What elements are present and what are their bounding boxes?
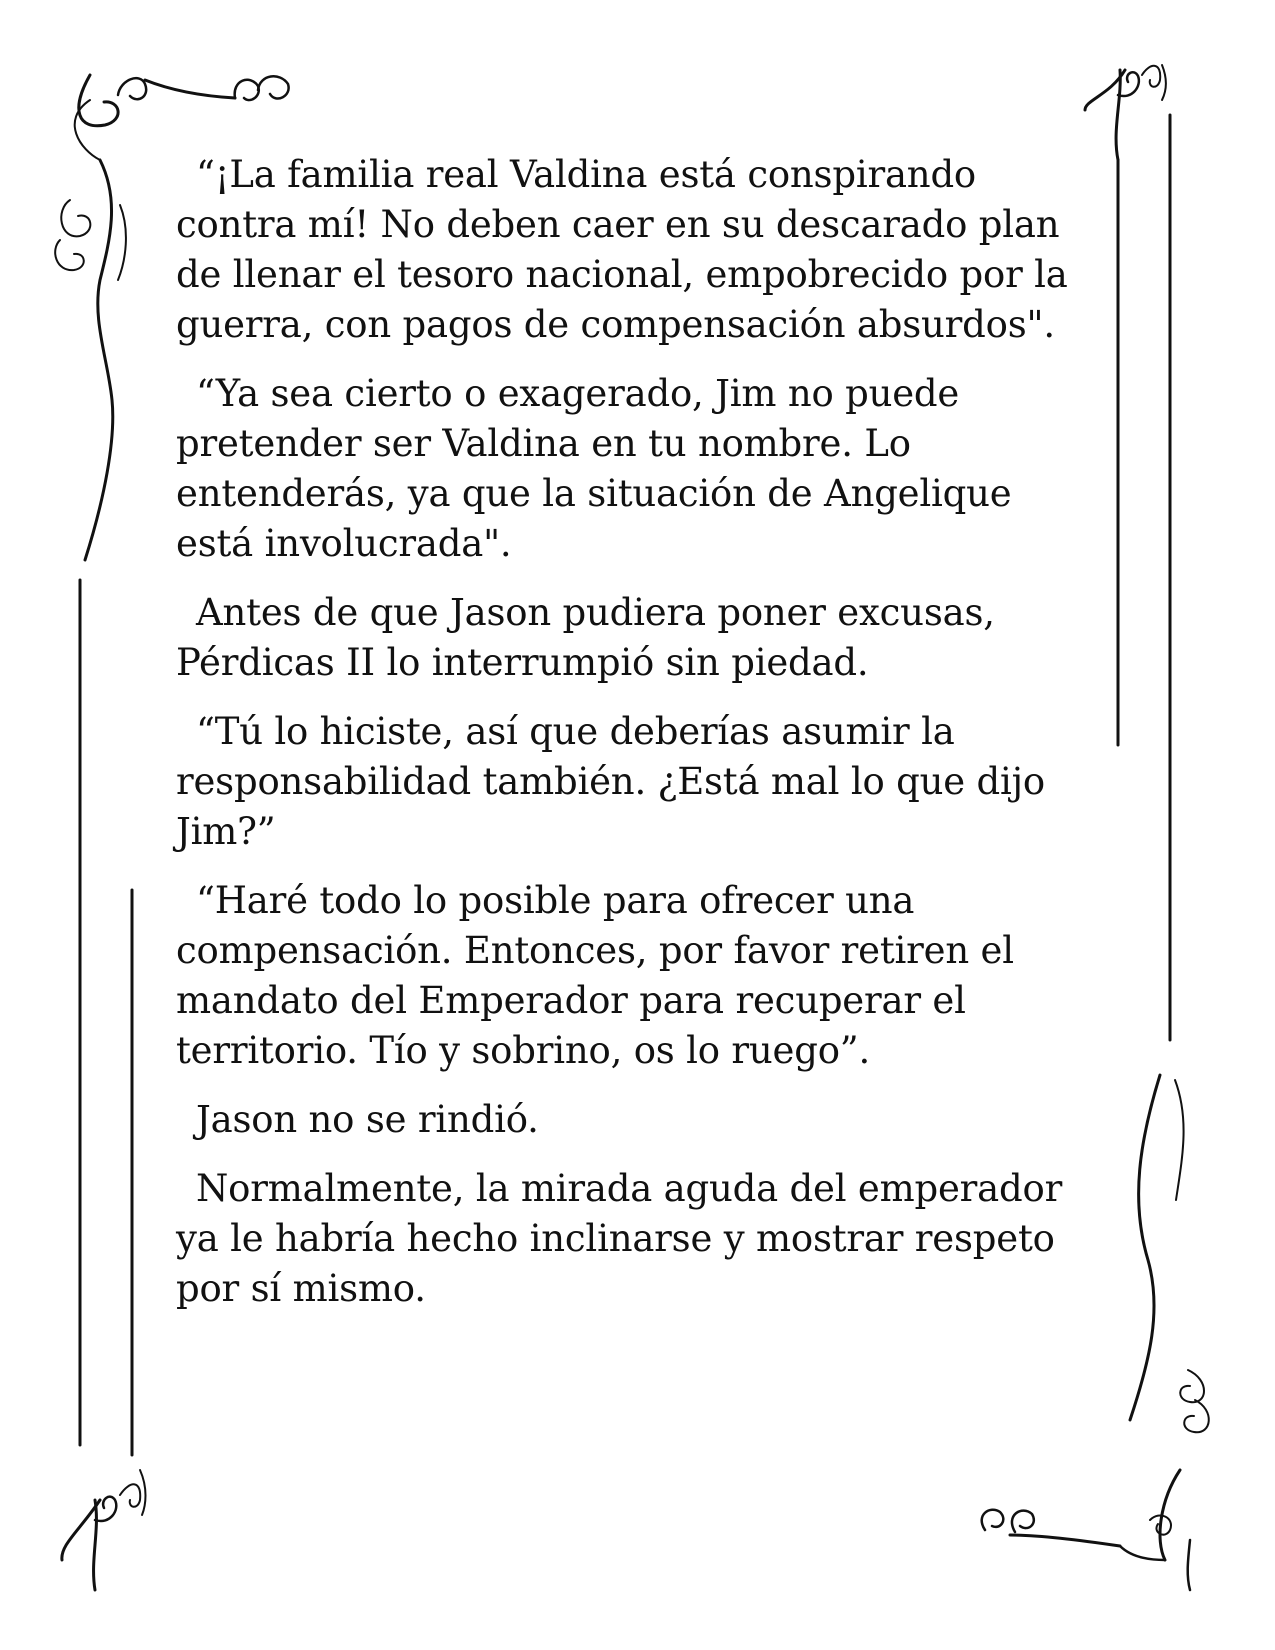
body-text [176,150,1096,1333]
paragraph: “¡La familia real Valdina está conspirando contra mí! No deben caer en su descarado plan de llenar el tesoro nacional, empobrecido por la guerra, con pagos de compensación absurdos". [176,153,1068,346]
paragraph: Jason no se rindió. [196,1098,539,1141]
paragraph: “Haré todo lo posible para ofrecer una compensación. Entonces, por favor retiren el mandato del Emperador para recuperar el territorio. Tío y sobrino, os lo ruego”. [176,879,1014,1072]
paragraph: “Ya sea cierto o exagerado, Jim no puede pretender ser Valdina en tu nombre. Lo entenderás, ya que la situación de Angelique está involucrada". [176,372,1012,565]
paragraph: “Tú lo hiciste, así que deberías asumir la responsabilidad también. ¿Está mal lo que dijo Jim?” [176,710,1045,853]
paragraph: Normalmente, la mirada aguda del emperador ya le habría hecho inclinarse y mostrar respeto por sí mismo. [176,1167,1063,1310]
top-right-flourish [1085,65,1166,160]
paragraph: Antes de que Jason pudiera poner excusas, Pérdicas II lo interrumpió sin piedad. [176,591,995,684]
bottom-left-flourish [62,1470,146,1590]
